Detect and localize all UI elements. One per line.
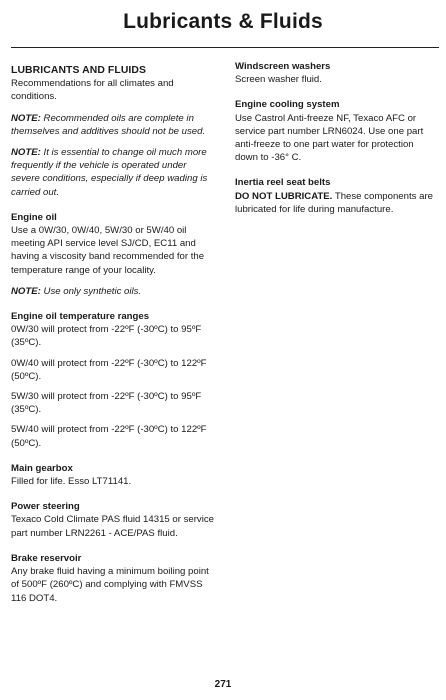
note-label: NOTE:	[11, 112, 41, 124]
note-label: NOTE:	[11, 147, 41, 159]
power-steering-heading: Power steering	[11, 501, 80, 513]
title-divider	[11, 47, 439, 48]
note-text: It is essential to change oil much more frequently if the vehicle is operated under severe conditions, especially if deep wading is carried out.	[11, 147, 208, 198]
seat-belts-detail: These components are lubricated for life during manufacture.	[235, 190, 433, 215]
note-oil-change	[11, 146, 215, 199]
cooling-text: Use Castrol Anti-freeze NF, Texaco AFC or service part number LRN6024. Use one part anti-freeze to one part water for protection down to -36° C.	[235, 112, 424, 164]
engine-oil-text: Use a 0W/30, 0W/40, 5W/30 or 5W/40 oil meeting API service level SJ/CD, EC11 and having a viscosity band recommended for the temperature range of your locality.	[11, 225, 205, 276]
note-text: Use only synthetic oils.	[40, 285, 142, 297]
temperature-range-5w30: 5W/30 will protect from -22ºF (-30ºC) to 95ºF (35ºC).	[11, 391, 202, 416]
seat-belts-heading: Inertia reel seat belts	[235, 177, 331, 189]
intro-text: Recommendations for all climates and conditions.	[11, 78, 174, 103]
note-additives	[11, 112, 215, 138]
temperature-range-0w40: 0W/40 will protect from -22ºF (-30ºC) to 122ºF (50ºC).	[11, 357, 207, 382]
note-text: Recommended oils are complete in themselves and additives should not be used.	[11, 112, 206, 137]
right-column	[235, 60, 435, 216]
seat-belts-text	[235, 190, 435, 216]
page-title: Lubricants & Fluids	[123, 10, 323, 33]
brake-reservoir-heading: Brake reservoir	[11, 552, 82, 564]
washers-text: Screen washer fluid.	[235, 74, 322, 86]
cooling-heading: Engine cooling system	[235, 99, 340, 111]
washers-heading: Windscreen washers	[235, 61, 331, 72]
left-column	[11, 64, 215, 605]
temperature-range-0w30: 0W/30 will protect from -22ºF (-30ºC) to 95ºF (35ºC).	[11, 324, 202, 349]
gearbox-heading: Main gearbox	[11, 462, 73, 474]
section-title: LUBRICANTS AND FLUIDS	[11, 65, 147, 76]
temperature-range-5w40: 5W/40 will protect from -22ºF (-30ºC) to 122ºF (50ºC).	[11, 424, 207, 449]
page-number: 271	[214, 679, 232, 690]
power-steering-text: Texaco Cold Climate PAS fluid 14315 or service part number LRN2261 - ACE/PAS fluid.	[11, 514, 214, 539]
gearbox-text: Filled for life. Esso LT71141.	[11, 476, 132, 488]
note-synthetic	[11, 285, 215, 298]
temperature-heading: Engine oil temperature ranges	[11, 311, 150, 323]
engine-oil-heading: Engine oil	[11, 211, 57, 223]
note-label: NOTE:	[11, 285, 41, 297]
brake-reservoir-text: Any brake fluid having a minimum boiling point of 500ºF (260ºC) and complying with FMVSS 116 DOT4.	[11, 566, 209, 604]
warning-label: DO NOT LUBRICATE.	[235, 190, 333, 202]
